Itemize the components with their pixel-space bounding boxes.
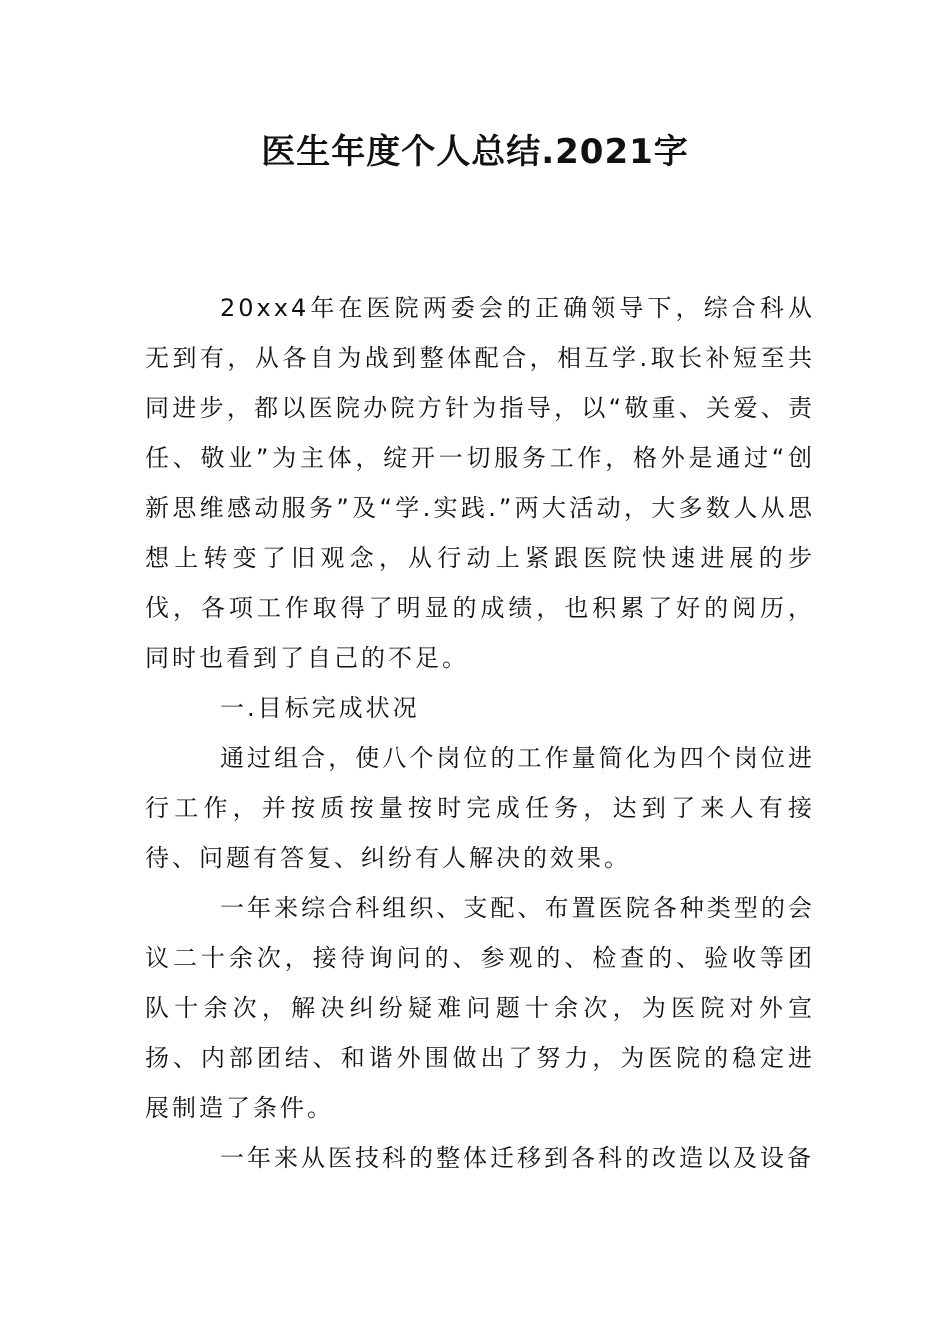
intro-paragraph: 20xx4年在医院两委会的正确领导下，综合科从无到有，从各自为战到整体配合，相互学.取长补短至共同进步，都以医院办院方针为指导，以“敬重、关爱、责任、敬业”为主体，绽开一切服务工作，格外是通过“创新思维感动服务”及“学.实践.”两大活动，大多数人从思想上转变了旧观念，从行动上紧跟医院快速进展的步伐，各项工作取得了明显的成绩，也积累了好的阅历，同时也看到了自己的不足。 — [145, 294, 815, 672]
body-paragraph: 一年来综合科组织、支配、布置医院各种类型的会议二十余次，接待询问的、参观的、检查的、验收等团队十余次，解决纠纷疑难问题十余次，为医院对外宣扬、内部团结、和谐外围做出了努力，为医院的稳定进展制造了条件。 — [145, 894, 815, 1122]
document-title: 医生年度个人总结.2021字 — [261, 132, 689, 172]
section-heading: 一.目标完成状况 — [220, 694, 420, 722]
document-body — [145, 283, 815, 1183]
body-paragraph: 通过组合，使八个岗位的工作量简化为四个岗位进行工作，并按质按量按时完成任务，达到了来人有接待、问题有答复、纠纷有人解决的效果。 — [145, 744, 815, 872]
body-paragraph: 一年来从医技科的整体迁移到各科的改造以及设备 — [220, 1144, 814, 1172]
